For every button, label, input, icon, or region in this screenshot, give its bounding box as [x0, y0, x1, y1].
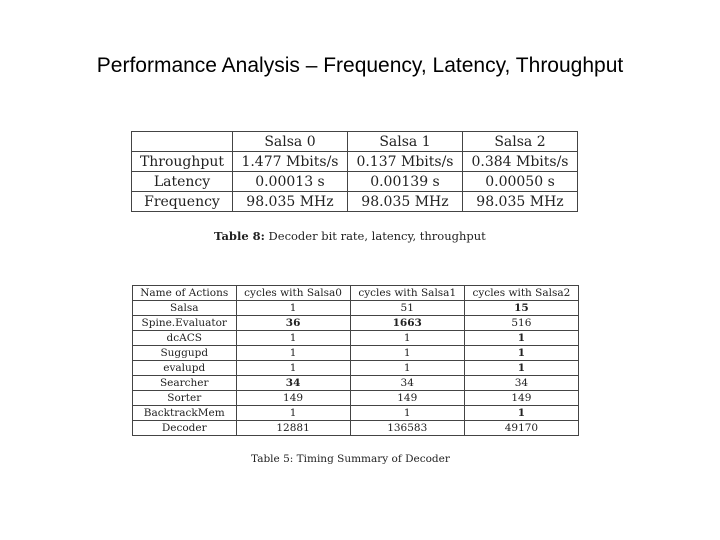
table-row	[133, 406, 579, 421]
caption-prefix: Table 8:	[214, 229, 265, 243]
table-cell: 49170	[464, 421, 578, 436]
table-cell: 0.137 Mbits/s	[347, 152, 462, 172]
row-label: evalupd	[133, 361, 237, 376]
table-cell: 1	[236, 361, 350, 376]
row-label: Suggupd	[133, 346, 237, 361]
table-cell: 36	[236, 316, 350, 331]
table-cell: 0.00013 s	[232, 172, 347, 192]
table-row	[132, 192, 578, 212]
row-label: Throughput	[132, 152, 233, 172]
table-row	[133, 391, 579, 406]
row-label: Salsa	[133, 301, 237, 316]
caption-text: Decoder bit rate, latency, throughput	[264, 229, 486, 243]
table-cell: 51	[350, 301, 464, 316]
table-cell: 12881	[236, 421, 350, 436]
header-cell: cycles with Salsa1	[350, 286, 464, 301]
table-row	[132, 152, 578, 172]
row-label: Decoder	[133, 421, 237, 436]
table-caption	[214, 229, 486, 243]
header-cell: cycles with Salsa0	[236, 286, 350, 301]
table-cell: 149	[464, 391, 578, 406]
header-cell: Salsa 2	[462, 132, 577, 152]
row-label: BacktrackMem	[133, 406, 237, 421]
table-cell: 516	[464, 316, 578, 331]
table-cell: 149	[236, 391, 350, 406]
row-label: Spine.Evaluator	[133, 316, 237, 331]
table-cell: 1	[236, 346, 350, 361]
table-cell: 1	[350, 361, 464, 376]
table-caption: Table 5: Timing Summary of Decoder	[251, 453, 450, 465]
table-cell: 1	[350, 346, 464, 361]
table-cell: 1	[464, 331, 578, 346]
table-cell: 15	[464, 301, 578, 316]
table-cell: 0.384 Mbits/s	[462, 152, 577, 172]
header-cell: Salsa 0	[232, 132, 347, 152]
row-label: Searcher	[133, 376, 237, 391]
row-label: Latency	[132, 172, 233, 192]
slide-title: Performance Analysis – Frequency, Latency, Throughput	[96, 54, 624, 77]
table-cell: 136583	[350, 421, 464, 436]
table-cell: 34	[464, 376, 578, 391]
table-cell: 34	[236, 376, 350, 391]
header-cell: cycles with Salsa2	[464, 286, 578, 301]
table-cell: 1	[236, 406, 350, 421]
header-cell: Salsa 1	[347, 132, 462, 152]
table-cell: 1	[236, 301, 350, 316]
table-row	[133, 346, 579, 361]
table-cell: 34	[350, 376, 464, 391]
table-cell: 1	[236, 331, 350, 346]
table-cell: 98.035 MHz	[347, 192, 462, 212]
decoder-performance-table	[131, 131, 578, 212]
table-cell: 98.035 MHz	[462, 192, 577, 212]
header-cell: Name of Actions	[133, 286, 237, 301]
table-header-row	[132, 132, 578, 152]
table-cell: 1	[350, 406, 464, 421]
row-label: dcACS	[133, 331, 237, 346]
header-cell	[132, 132, 233, 152]
table-row	[133, 421, 579, 436]
table-cell: 1	[350, 331, 464, 346]
table-cell: 1.477 Mbits/s	[232, 152, 347, 172]
table-cell: 1	[464, 406, 578, 421]
table-cell: 98.035 MHz	[232, 192, 347, 212]
table-row	[133, 301, 579, 316]
table-cell: 0.00139 s	[347, 172, 462, 192]
table-row	[133, 361, 579, 376]
table-cell: 1663	[350, 316, 464, 331]
table-cell: 1	[464, 361, 578, 376]
table-row	[133, 316, 579, 331]
row-label: Sorter	[133, 391, 237, 406]
table-header-row	[133, 286, 579, 301]
table-row	[133, 376, 579, 391]
table-row	[133, 331, 579, 346]
table-cell: 0.00050 s	[462, 172, 577, 192]
table-row	[132, 172, 578, 192]
table-cell: 1	[464, 346, 578, 361]
row-label: Frequency	[132, 192, 233, 212]
table-cell: 149	[350, 391, 464, 406]
timing-summary-table	[132, 285, 579, 436]
